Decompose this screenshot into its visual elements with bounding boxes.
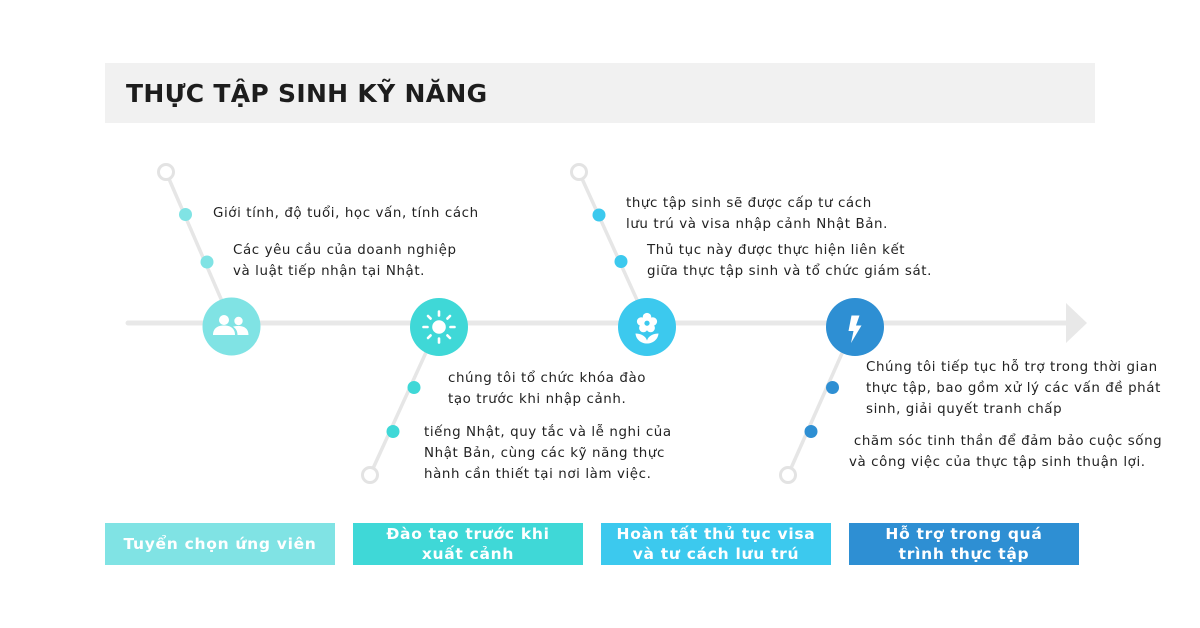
branch-stage-1	[159, 165, 232, 323]
stage-1-note-2: Các yêu cầu của doanh nghiệp và luật tiếp nhận tại Nhật.	[233, 243, 457, 279]
stage-4-note-1: Chúng tôi tiếp tục hỗ trợ trong thời gian thực tập, bao gồm xử lý các vấn đề phát sinh, giải quyết tranh chấp	[866, 360, 1161, 417]
note-dot	[615, 255, 628, 268]
stage-node-2	[410, 298, 468, 356]
branch-endpoint	[363, 468, 378, 483]
stage-label-1: Tuyển chọn ứng viên	[123, 535, 317, 553]
stage-node-3	[618, 298, 676, 356]
stage-node-4	[826, 298, 884, 356]
stage-1-note-1: Giới tính, độ tuổi, học vấn, tính cách	[213, 206, 479, 221]
sun-icon	[424, 312, 455, 343]
stage-2-note-2: tiếng Nhật, quy tắc và lễ nghi của Nhật Bản, cùng các kỹ năng thực hành cần thiết tại nơi làm việc.	[424, 425, 672, 482]
branch-endpoint	[781, 468, 796, 483]
branch-endpoint	[159, 165, 174, 180]
stage-4-note-2: chăm sóc tinh thần để đảm bảo cuộc sống và công việc của thực tập sinh thuận lợi.	[849, 434, 1163, 470]
note-dot	[408, 381, 421, 394]
note-dot	[201, 256, 214, 269]
stage-3-note-2: Thủ tục này được thực hiện liên kết giữa thực tập sinh và tổ chức giám sát.	[647, 243, 933, 279]
note-dot	[179, 208, 192, 221]
branch-endpoint	[572, 165, 587, 180]
branch-stage-3	[572, 165, 648, 323]
note-dot	[387, 425, 400, 438]
stage-label-2: Đào tạo trước khi xuất cảnh	[386, 525, 550, 563]
timeline-arrowhead	[1066, 303, 1087, 343]
note-dot	[826, 381, 839, 394]
page-title: THỰC TẬP SINH KỸ NĂNG	[126, 79, 488, 108]
stage-node-1	[203, 298, 261, 356]
note-dot	[593, 209, 606, 222]
note-dot	[805, 425, 818, 438]
stage-label-3: Hoàn tất thủ tục visa và tư cách lưu trú	[616, 525, 816, 563]
stage-label-4: Hỗ trợ trong quá trình thực tập	[885, 525, 1043, 563]
stage-2-note-1: chúng tôi tổ chức khóa đào tạo trước khi nhập cảnh.	[448, 371, 647, 407]
stage-3-note-1: thực tập sinh sẽ được cấp tư cách lưu trú và visa nhập cảnh Nhật Bản.	[626, 196, 889, 232]
